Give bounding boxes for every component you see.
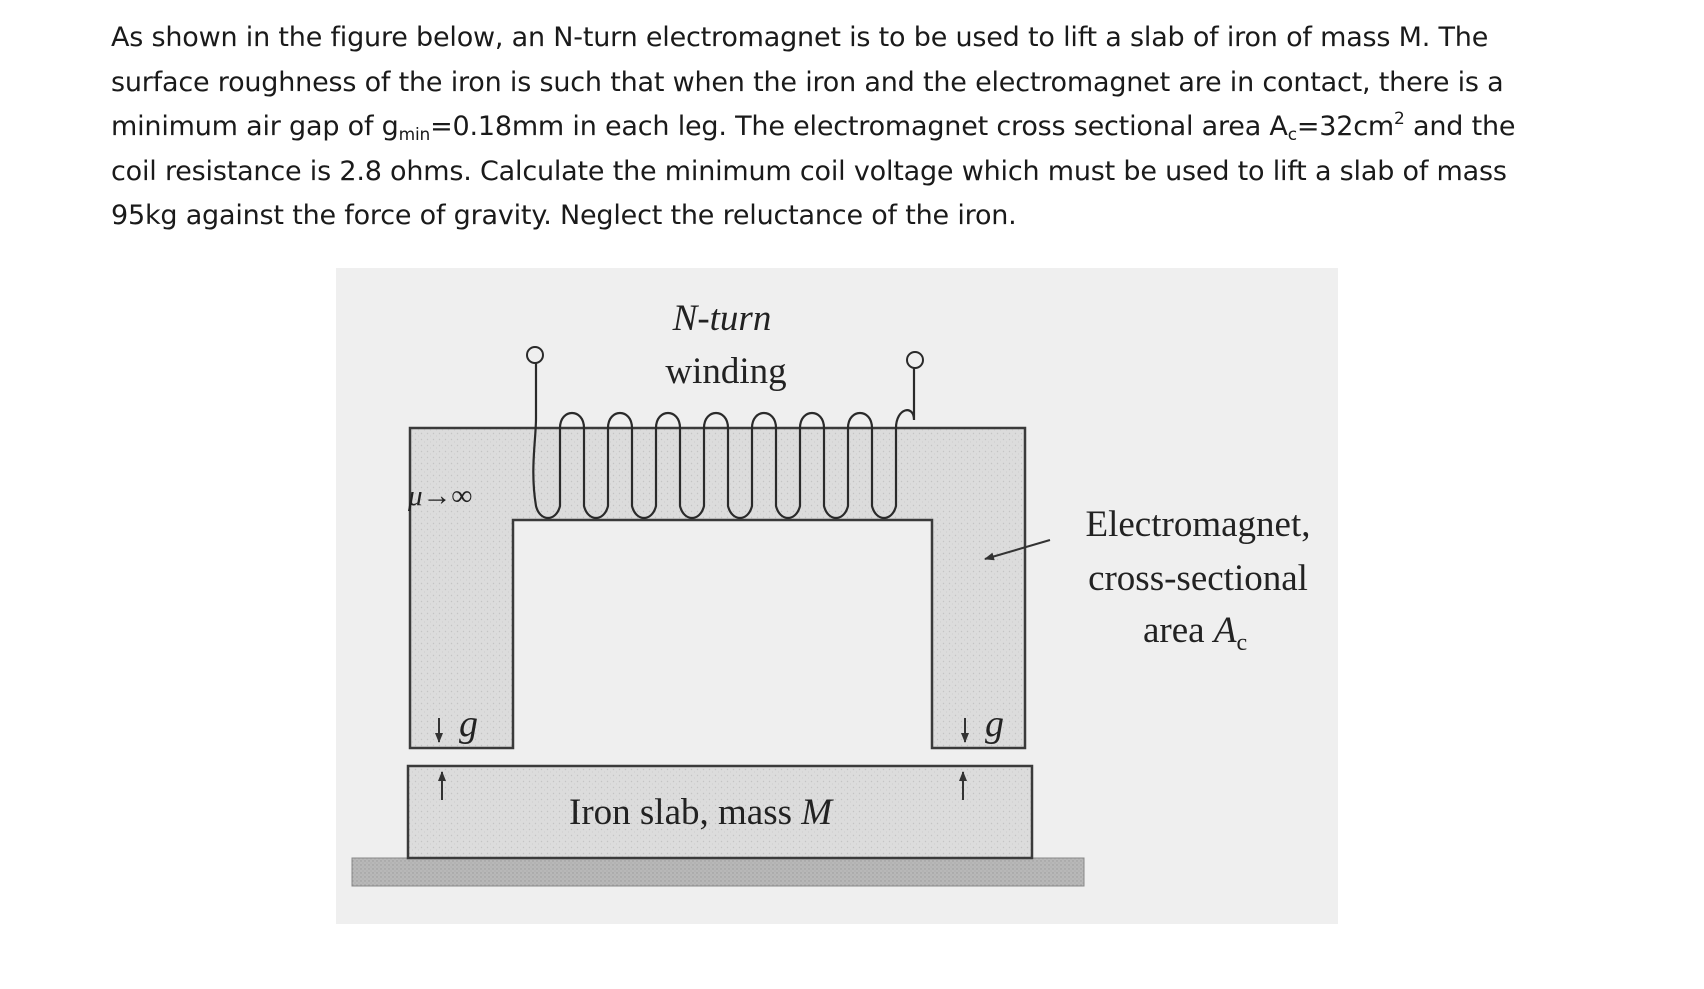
- left-terminal: [527, 347, 543, 363]
- right-terminal: [907, 352, 923, 368]
- core-label-line1: Electromagnet,: [1085, 504, 1311, 545]
- winding-label-line1: N-turn: [672, 298, 772, 339]
- gap-subscript: min: [398, 125, 431, 145]
- slab-label: [569, 792, 834, 833]
- ground-base: [352, 858, 1084, 886]
- gap-label-left: g: [459, 703, 478, 745]
- problem-line-3-middle: =0.18mm in each leg. The electromagnet cross sectional area A: [430, 111, 1288, 142]
- winding-label-line2: winding: [665, 351, 787, 392]
- core-label-area-var: A: [1213, 610, 1237, 651]
- gap-label-right: g: [985, 703, 1004, 745]
- core-label-area-text: area: [1143, 610, 1214, 651]
- area-subscript: c: [1287, 125, 1297, 145]
- problem-line-4: coil resistance is 2.8 ohms. Calculate the minimum coil voltage which must be used to lift a slab of mass: [111, 155, 1507, 187]
- problem-line-3-end: and the: [1404, 111, 1516, 142]
- core-label-line3: [1143, 610, 1247, 656]
- permeability-label: μ→∞: [408, 480, 473, 512]
- area-exponent: 2: [1394, 109, 1405, 129]
- problem-line-5: 95kg against the force of gravity. Neglect the reluctance of the iron.: [111, 200, 1017, 231]
- core-label-line2: cross-sectional: [1088, 558, 1308, 599]
- gap-symbol: g: [381, 111, 399, 142]
- problem-line-3-start: minimum air gap of: [111, 111, 382, 142]
- problem-line-2: surface roughness of the iron is such that when the iron and the electromagnet are in contact, there is a: [111, 66, 1504, 98]
- core-label-area-sub: c: [1236, 630, 1248, 656]
- slab-label-text: Iron slab, mass: [569, 792, 802, 833]
- problem-line-1: As shown in the figure below, an N-turn electromagnet is to be used to lift a slab of iron of mass M. The: [111, 22, 1489, 53]
- area-value: =32cm: [1296, 111, 1394, 142]
- slab-label-mass: M: [801, 792, 833, 833]
